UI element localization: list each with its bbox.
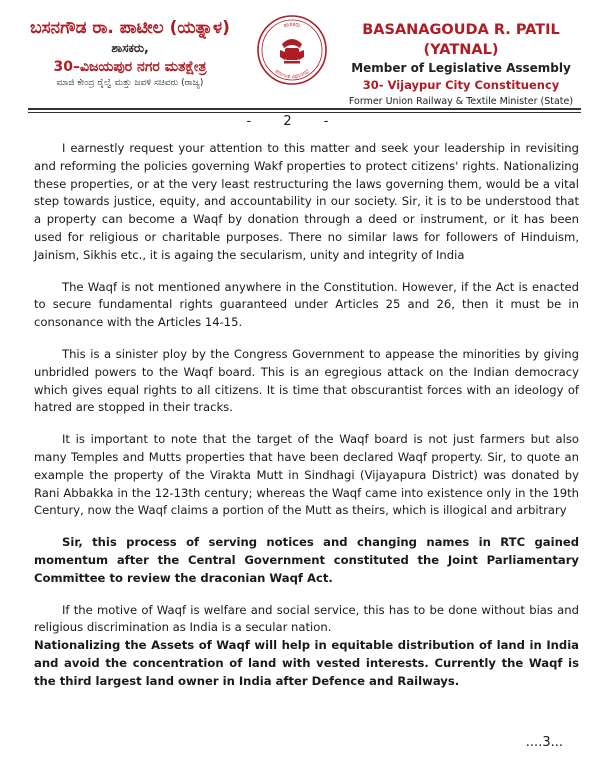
paragraph-7-bold: Nationalizing the Assets of Waqf will help in equitable distribution of land in India and avoid the concentration of land with vested interests. Currently the Waqf is the third largest land owner in India after Defence and Railways.	[34, 638, 579, 688]
english-mla-title: Member of Legislative Assembly	[351, 61, 571, 75]
svg-text:ಕರ್ನಾಟಕ ವಿಧಾನಸಭೆ	[274, 68, 311, 80]
kannada-constituency: 30–ವಿಜಯಪುರ ನಗರ ಮತಕ್ಷೇತ್ರ	[53, 59, 207, 75]
emblem-bottom-text: ಕರ್ನಾಟಕ ವಿಧಾನಸಭೆ	[273, 68, 311, 81]
continuation-marker: ....3...	[525, 735, 563, 750]
paragraph-1: I earnestly request your attention to this matter and seek your leadership in revisiting and reforming the policies governing Wakf properties to protect citizens' rights. Nationalizing these properties, or at the very least restructuring the laws governing them, would be a vital step towards justice, equity, and accountability in our society. Sir, it is to be understood that a property can become a Waqf by donation through a deed or instrument, or it has been used for religious or charitable purposes. There no similar laws for followers of Hinduism, Jainism, Sikhis etc., it is againg the secularism, unity and integrity of India	[34, 141, 579, 262]
letter-body	[34, 140, 579, 691]
letterhead-english	[338, 20, 584, 109]
paragraph-6: If the motive of Waqf is welfare and social service, this has to be done without bias and religious discrimination as India is a secular nation.	[34, 602, 579, 635]
header-divider-thin	[28, 112, 581, 113]
emblem-icon	[280, 39, 304, 64]
header-divider-thick	[28, 108, 581, 110]
emblem-top-text: ಶಾಸಕರು	[282, 20, 302, 30]
paragraph-4: It is important to note that the target of the Waqf board is not just farmers but also many Temples and Mutts properties that have been declared Waqf property. Sir, to quote an example the property of the Virakta Mutt in Sindhagi (Vijayapura District) was donated by Rani Abbakka in the 12-13th century; whereas the Waqf came into existence only in the 19th Century, now the Waqf claims a portion of the Mutt as theirs, which is illogical and arbitrary	[34, 432, 579, 518]
letterhead-kannada	[10, 18, 250, 90]
english-former-minister: Former Union Railway & Textile Minister (State)	[348, 96, 574, 107]
page-number: - 2 -	[246, 114, 343, 129]
paragraph-3: This is a sinister ploy by the Congress Government to appease the minorities by giving unbridled powers to the Waqf board. This is an egregious attack on the Indian democracy which gives equal rights to all citizens. It is time that obscurantist forces with an ideology of hatred are stopped in their tracks.	[34, 346, 579, 415]
state-emblem-seal	[256, 14, 328, 86]
kannada-name: ಬಸನಗೌಡ ರಾ. ಪಾಟೀಲ (ಯತ್ನಾಳ)	[30, 18, 230, 38]
kannada-title: ಶಾಸಕರು,	[111, 41, 149, 55]
english-constituency: 30- Vijaypur City Constituency	[362, 78, 560, 92]
paragraph-5-bold: Sir, this process of serving notices and changing names in RTC gained momentum after the Central Government constituted the Joint Parliamentary Committee to review the draconian Waqf Act.	[34, 535, 579, 585]
kannada-former-minister: ಮಾಜಿ ಕೇಂದ್ರ ರೈಲ್ವೆ ಮತ್ತು ಜವಳಿ ಸಚಿವರು (ರಾಜ್ಯ)	[56, 78, 204, 88]
english-name: BASANAGOUDA R. PATIL (YATNAL)	[362, 22, 560, 58]
svg-text:ಶಾಸಕರು	[283, 21, 301, 29]
paragraph-2: The Waqf is not mentioned anywhere in the Constitution. However, if the Act is enacted to secure fundamental rights guaranteed under Articles 25 and 26, then it must be in consonance with the Articles 14-15.	[34, 279, 579, 330]
